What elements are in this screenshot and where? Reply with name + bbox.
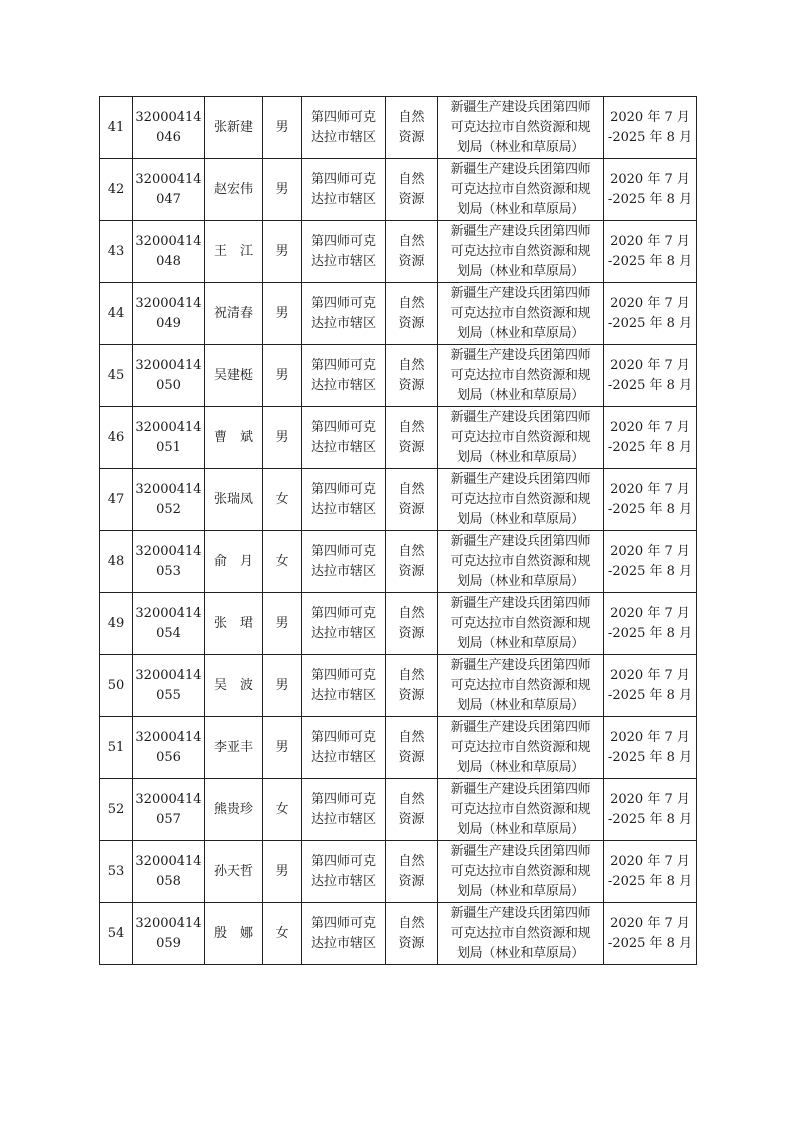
field-cell (386, 469, 438, 531)
cell-line: 2020 年 7 月 (610, 233, 690, 249)
field-cell (386, 159, 438, 221)
period-cell (604, 159, 697, 221)
sex-cell: 男 (263, 655, 302, 717)
period-cell (604, 221, 697, 283)
row-number-cell: 46 (100, 407, 133, 469)
cell-line: 052 (156, 501, 181, 517)
cell-line: 资源 (398, 315, 425, 331)
cell-line: 第四师可克 (310, 791, 376, 807)
table-row (100, 407, 697, 469)
id-number-cell (133, 407, 205, 469)
id-number-cell (133, 97, 205, 159)
cell-line: 新疆生产建设兵团第四师 (450, 347, 591, 363)
period-cell (604, 469, 697, 531)
sex-cell: 男 (263, 283, 302, 345)
id-number-cell (133, 903, 205, 965)
cell-line: -2025 年 8 月 (607, 563, 693, 579)
cell-line: 可克达拉市自然资源和规 (450, 677, 591, 693)
cell-line: 达拉市辖区 (310, 191, 376, 207)
cell-line: -2025 年 8 月 (607, 191, 693, 207)
cell-line: 32000414 (135, 853, 202, 869)
person-name-cell: 吴 波 (205, 655, 263, 717)
cell-line: 第四师可克 (310, 543, 376, 559)
id-number-cell (133, 717, 205, 779)
row-number-cell: 41 (100, 97, 133, 159)
id-number-cell (133, 531, 205, 593)
person-name-cell: 张新建 (205, 97, 263, 159)
id-number-cell (133, 159, 205, 221)
cell-line: 新疆生产建设兵团第四师 (450, 843, 591, 859)
region-cell (302, 841, 386, 903)
cell-line: 第四师可克 (310, 481, 376, 497)
cell-line: 资源 (398, 439, 425, 455)
roster-table (99, 96, 697, 965)
person-name-cell: 赵宏伟 (205, 159, 263, 221)
cell-line: 046 (156, 129, 181, 145)
cell-line: 划局（林业和草原局） (456, 573, 584, 589)
person-name-cell: 吴建梃 (205, 345, 263, 407)
row-number-cell: 43 (100, 221, 133, 283)
cell-line: 可克达拉市自然资源和规 (450, 801, 591, 817)
cell-line: 达拉市辖区 (310, 687, 376, 703)
region-cell (302, 159, 386, 221)
cell-line: 059 (156, 935, 181, 951)
cell-line: -2025 年 8 月 (607, 129, 693, 145)
cell-line: 可克达拉市自然资源和规 (450, 181, 591, 197)
cell-line: 资源 (398, 501, 425, 517)
cell-line: 划局（林业和草原局） (456, 883, 584, 899)
organization-cell (438, 283, 604, 345)
organization-cell (438, 779, 604, 841)
sex-cell: 女 (263, 469, 302, 531)
cell-line: 资源 (398, 749, 425, 765)
cell-line: -2025 年 8 月 (607, 625, 693, 641)
cell-line: 054 (156, 625, 181, 641)
cell-line: 可克达拉市自然资源和规 (450, 305, 591, 321)
sex-cell: 男 (263, 97, 302, 159)
region-cell (302, 283, 386, 345)
cell-line: 划局（林业和草原局） (456, 945, 584, 961)
region-cell (302, 903, 386, 965)
field-cell (386, 779, 438, 841)
row-number-cell: 54 (100, 903, 133, 965)
sex-cell: 男 (263, 841, 302, 903)
region-cell (302, 593, 386, 655)
cell-line: 2020 年 7 月 (610, 853, 690, 869)
cell-line: 划局（林业和草原局） (456, 449, 584, 465)
field-cell (386, 717, 438, 779)
person-name-cell: 殷 娜 (205, 903, 263, 965)
table-row (100, 717, 697, 779)
row-number-cell: 51 (100, 717, 133, 779)
cell-line: 自然 (398, 543, 425, 559)
period-cell (604, 903, 697, 965)
table-row (100, 655, 697, 717)
sex-cell: 男 (263, 221, 302, 283)
period-cell (604, 841, 697, 903)
table-row (100, 841, 697, 903)
cell-line: 可克达拉市自然资源和规 (450, 925, 591, 941)
cell-line: 32000414 (135, 915, 202, 931)
cell-line: 达拉市辖区 (310, 811, 376, 827)
region-cell (302, 97, 386, 159)
cell-line: 第四师可克 (310, 915, 376, 931)
row-number-cell: 49 (100, 593, 133, 655)
cell-line: 资源 (398, 377, 425, 393)
cell-line: 新疆生产建设兵团第四师 (450, 905, 591, 921)
region-cell (302, 717, 386, 779)
cell-line: 自然 (398, 171, 425, 187)
person-name-cell: 熊贵珍 (205, 779, 263, 841)
cell-line: 划局（林业和草原局） (456, 387, 584, 403)
field-cell (386, 593, 438, 655)
cell-line: 新疆生产建设兵团第四师 (450, 223, 591, 239)
cell-line: 划局（林业和草原局） (456, 759, 584, 775)
cell-line: 新疆生产建设兵团第四师 (450, 409, 591, 425)
cell-line: 达拉市辖区 (310, 935, 376, 951)
field-cell (386, 345, 438, 407)
cell-line: 自然 (398, 109, 425, 125)
cell-line: 第四师可克 (310, 605, 376, 621)
cell-line: 划局（林业和草原局） (456, 821, 584, 837)
cell-line: 第四师可克 (310, 853, 376, 869)
cell-line: 第四师可克 (310, 419, 376, 435)
cell-line: 2020 年 7 月 (610, 605, 690, 621)
id-number-cell (133, 469, 205, 531)
cell-line: 新疆生产建设兵团第四师 (450, 471, 591, 487)
period-cell (604, 531, 697, 593)
id-number-cell (133, 655, 205, 717)
cell-line: 达拉市辖区 (310, 377, 376, 393)
field-cell (386, 283, 438, 345)
cell-line: -2025 年 8 月 (607, 377, 693, 393)
cell-line: 可克达拉市自然资源和规 (450, 615, 591, 631)
region-cell (302, 345, 386, 407)
organization-cell (438, 345, 604, 407)
table-row (100, 221, 697, 283)
cell-line: 达拉市辖区 (310, 315, 376, 331)
organization-cell (438, 159, 604, 221)
sex-cell: 女 (263, 531, 302, 593)
sex-cell: 女 (263, 903, 302, 965)
person-name-cell: 曹 斌 (205, 407, 263, 469)
cell-line: 32000414 (135, 667, 202, 683)
cell-line: 第四师可克 (310, 171, 376, 187)
cell-line: 可克达拉市自然资源和规 (450, 553, 591, 569)
cell-line: 047 (156, 191, 181, 207)
cell-line: 32000414 (135, 171, 202, 187)
cell-line: 2020 年 7 月 (610, 915, 690, 931)
cell-line: 资源 (398, 873, 425, 889)
cell-line: 达拉市辖区 (310, 501, 376, 517)
cell-line: 划局（林业和草原局） (456, 325, 584, 341)
organization-cell (438, 97, 604, 159)
cell-line: 32000414 (135, 357, 202, 373)
cell-line: 自然 (398, 605, 425, 621)
cell-line: 划局（林业和草原局） (456, 263, 584, 279)
cell-line: 可克达拉市自然资源和规 (450, 739, 591, 755)
cell-line: -2025 年 8 月 (607, 439, 693, 455)
region-cell (302, 779, 386, 841)
cell-line: 新疆生产建设兵团第四师 (450, 533, 591, 549)
field-cell (386, 531, 438, 593)
cell-line: 自然 (398, 667, 425, 683)
cell-line: 32000414 (135, 109, 202, 125)
cell-line: 可克达拉市自然资源和规 (450, 491, 591, 507)
sex-cell: 男 (263, 717, 302, 779)
field-cell (386, 655, 438, 717)
organization-cell (438, 841, 604, 903)
cell-line: 32000414 (135, 295, 202, 311)
region-cell (302, 221, 386, 283)
cell-line: 2020 年 7 月 (610, 171, 690, 187)
period-cell (604, 655, 697, 717)
cell-line: 自然 (398, 481, 425, 497)
cell-line: 自然 (398, 791, 425, 807)
cell-line: 新疆生产建设兵团第四师 (450, 781, 591, 797)
cell-line: 可克达拉市自然资源和规 (450, 367, 591, 383)
cell-line: 055 (156, 687, 181, 703)
person-name-cell: 张 珺 (205, 593, 263, 655)
id-number-cell (133, 593, 205, 655)
table-row (100, 345, 697, 407)
cell-line: -2025 年 8 月 (607, 935, 693, 951)
region-cell (302, 407, 386, 469)
cell-line: 053 (156, 563, 181, 579)
sex-cell: 男 (263, 407, 302, 469)
row-number-cell: 45 (100, 345, 133, 407)
cell-line: 新疆生产建设兵团第四师 (450, 161, 591, 177)
period-cell (604, 717, 697, 779)
organization-cell (438, 593, 604, 655)
cell-line: 达拉市辖区 (310, 749, 376, 765)
organization-cell (438, 531, 604, 593)
cell-line: 自然 (398, 915, 425, 931)
cell-line: 2020 年 7 月 (610, 295, 690, 311)
field-cell (386, 841, 438, 903)
cell-line: 2020 年 7 月 (610, 791, 690, 807)
row-number-cell: 52 (100, 779, 133, 841)
cell-line: -2025 年 8 月 (607, 749, 693, 765)
table-row (100, 469, 697, 531)
cell-line: 32000414 (135, 791, 202, 807)
person-name-cell: 王 江 (205, 221, 263, 283)
organization-cell (438, 469, 604, 531)
cell-line: 第四师可克 (310, 233, 376, 249)
person-name-cell: 祝清春 (205, 283, 263, 345)
cell-line: 自然 (398, 853, 425, 869)
cell-line: 32000414 (135, 729, 202, 745)
sex-cell: 男 (263, 159, 302, 221)
cell-line: 050 (156, 377, 181, 393)
organization-cell (438, 717, 604, 779)
row-number-cell: 53 (100, 841, 133, 903)
cell-line: 自然 (398, 295, 425, 311)
cell-line: 资源 (398, 935, 425, 951)
id-number-cell (133, 221, 205, 283)
period-cell (604, 97, 697, 159)
cell-line: 达拉市辖区 (310, 253, 376, 269)
row-number-cell: 50 (100, 655, 133, 717)
person-name-cell: 俞 月 (205, 531, 263, 593)
cell-line: 资源 (398, 129, 425, 145)
cell-line: 划局（林业和草原局） (456, 511, 584, 527)
region-cell (302, 469, 386, 531)
cell-line: 可克达拉市自然资源和规 (450, 863, 591, 879)
field-cell (386, 221, 438, 283)
cell-line: 可克达拉市自然资源和规 (450, 243, 591, 259)
id-number-cell (133, 779, 205, 841)
cell-line: 划局（林业和草原局） (456, 697, 584, 713)
cell-line: 新疆生产建设兵团第四师 (450, 595, 591, 611)
sex-cell: 女 (263, 779, 302, 841)
period-cell (604, 283, 697, 345)
person-name-cell: 孙天哲 (205, 841, 263, 903)
cell-line: 2020 年 7 月 (610, 543, 690, 559)
cell-line: 新疆生产建设兵团第四师 (450, 285, 591, 301)
table-row (100, 779, 697, 841)
cell-line: 新疆生产建设兵团第四师 (450, 719, 591, 735)
period-cell (604, 593, 697, 655)
region-cell (302, 655, 386, 717)
cell-line: 2020 年 7 月 (610, 357, 690, 373)
cell-line: 达拉市辖区 (310, 439, 376, 455)
cell-line: 新疆生产建设兵团第四师 (450, 99, 591, 115)
cell-line: 资源 (398, 625, 425, 641)
table-row (100, 283, 697, 345)
sex-cell: 男 (263, 345, 302, 407)
cell-line: -2025 年 8 月 (607, 501, 693, 517)
cell-line: 051 (156, 439, 181, 455)
cell-line: 划局（林业和草原局） (456, 201, 584, 217)
cell-line: 可克达拉市自然资源和规 (450, 119, 591, 135)
cell-line: 32000414 (135, 605, 202, 621)
row-number-cell: 48 (100, 531, 133, 593)
cell-line: 2020 年 7 月 (610, 419, 690, 435)
row-number-cell: 44 (100, 283, 133, 345)
cell-line: 达拉市辖区 (310, 563, 376, 579)
cell-line: 2020 年 7 月 (610, 481, 690, 497)
cell-line: 第四师可克 (310, 667, 376, 683)
cell-line: -2025 年 8 月 (607, 253, 693, 269)
period-cell (604, 345, 697, 407)
row-number-cell: 42 (100, 159, 133, 221)
cell-line: 2020 年 7 月 (610, 109, 690, 125)
id-number-cell (133, 345, 205, 407)
table-row (100, 97, 697, 159)
table-row (100, 903, 697, 965)
cell-line: -2025 年 8 月 (607, 811, 693, 827)
cell-line: 自然 (398, 233, 425, 249)
cell-line: -2025 年 8 月 (607, 687, 693, 703)
field-cell (386, 903, 438, 965)
table-row (100, 159, 697, 221)
cell-line: 可克达拉市自然资源和规 (450, 429, 591, 445)
cell-line: 32000414 (135, 481, 202, 497)
cell-line: 自然 (398, 729, 425, 745)
cell-line: 第四师可克 (310, 729, 376, 745)
cell-line: 自然 (398, 357, 425, 373)
cell-line: 划局（林业和草原局） (456, 139, 584, 155)
cell-line: 达拉市辖区 (310, 129, 376, 145)
cell-line: 048 (156, 253, 181, 269)
cell-line: 资源 (398, 687, 425, 703)
period-cell (604, 407, 697, 469)
person-name-cell: 张瑞凤 (205, 469, 263, 531)
cell-line: 资源 (398, 253, 425, 269)
cell-line: 达拉市辖区 (310, 873, 376, 889)
organization-cell (438, 903, 604, 965)
cell-line: 达拉市辖区 (310, 625, 376, 641)
field-cell (386, 97, 438, 159)
cell-line: 自然 (398, 419, 425, 435)
organization-cell (438, 407, 604, 469)
cell-line: 32000414 (135, 233, 202, 249)
table-row (100, 531, 697, 593)
id-number-cell (133, 283, 205, 345)
cell-line: 056 (156, 749, 181, 765)
cell-line: 资源 (398, 563, 425, 579)
cell-line: 32000414 (135, 543, 202, 559)
id-number-cell (133, 841, 205, 903)
person-name-cell: 李亚丰 (205, 717, 263, 779)
period-cell (604, 779, 697, 841)
sex-cell: 男 (263, 593, 302, 655)
cell-line: 32000414 (135, 419, 202, 435)
cell-line: 第四师可克 (310, 109, 376, 125)
cell-line: 第四师可克 (310, 295, 376, 311)
cell-line: 资源 (398, 191, 425, 207)
cell-line: -2025 年 8 月 (607, 873, 693, 889)
cell-line: 第四师可克 (310, 357, 376, 373)
cell-line: 049 (156, 315, 181, 331)
field-cell (386, 407, 438, 469)
cell-line: 划局（林业和草原局） (456, 635, 584, 651)
cell-line: 057 (156, 811, 181, 827)
table-row (100, 593, 697, 655)
cell-line: 058 (156, 873, 181, 889)
row-number-cell: 47 (100, 469, 133, 531)
cell-line: -2025 年 8 月 (607, 315, 693, 331)
cell-line: 资源 (398, 811, 425, 827)
cell-line: 2020 年 7 月 (610, 729, 690, 745)
cell-line: 新疆生产建设兵团第四师 (450, 657, 591, 673)
roster-table-body (100, 97, 697, 965)
organization-cell (438, 655, 604, 717)
cell-line: 2020 年 7 月 (610, 667, 690, 683)
region-cell (302, 531, 386, 593)
organization-cell (438, 221, 604, 283)
